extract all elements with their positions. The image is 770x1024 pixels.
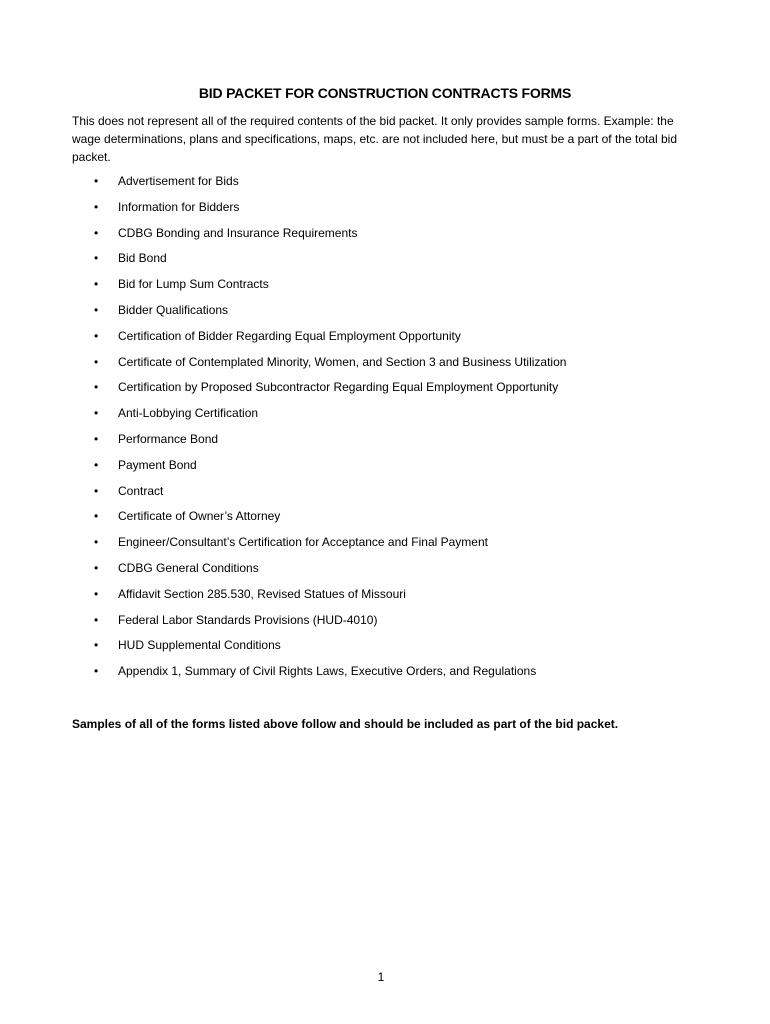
- list-item-text: Bid for Lump Sum Contracts: [118, 277, 269, 292]
- closing-statement: Samples of all of the forms listed above follow and should be included as part of the bid packet.: [72, 717, 619, 731]
- list-item-text: HUD Supplemental Conditions: [118, 638, 281, 653]
- list-item-text: CDBG General Conditions: [118, 560, 259, 575]
- list-item: [0, 430, 770, 456]
- list-item-text: Engineer/Consultant’s Certification for Acceptance and Final Payment: [118, 535, 488, 550]
- bullet-icon: •: [94, 638, 99, 653]
- list-item-text: Appendix 1, Summary of Civil Rights Laws, Executive Orders, and Regulations: [118, 664, 537, 679]
- list-item-text: Certification by Proposed Subcontractor Regarding Equal Employment Opportunity: [118, 380, 559, 395]
- bullet-icon: •: [94, 406, 99, 421]
- bullet-icon: •: [94, 251, 99, 266]
- bullet-icon: •: [94, 328, 99, 343]
- list-item: [0, 198, 770, 224]
- list-item: [0, 533, 770, 559]
- bullet-icon: •: [94, 664, 99, 679]
- list-item: [0, 611, 770, 637]
- list-item-text: Contract: [118, 483, 164, 498]
- bullet-icon: •: [94, 560, 99, 575]
- forms-list: [0, 172, 770, 688]
- bullet-icon: •: [94, 612, 99, 627]
- bullet-icon: •: [94, 509, 99, 524]
- list-item-text: Federal Labor Standards Provisions (HUD-4010): [118, 612, 378, 627]
- list-item: [0, 482, 770, 508]
- bullet-icon: •: [94, 535, 99, 550]
- list-item: [0, 249, 770, 275]
- list-item: [0, 378, 770, 404]
- list-item-text: Information for Bidders: [118, 199, 240, 214]
- bullet-icon: •: [94, 302, 99, 317]
- list-item-text: Bidder Qualifications: [118, 302, 229, 317]
- document-title: BID PACKET FOR CONSTRUCTION CONTRACTS FORMS: [198, 85, 572, 101]
- bullet-icon: •: [94, 277, 99, 292]
- list-item: [0, 456, 770, 482]
- bullet-icon: •: [94, 586, 99, 601]
- list-item-text: Performance Bond: [118, 431, 219, 446]
- list-item: [0, 301, 770, 327]
- list-item: [0, 275, 770, 301]
- list-item: [0, 327, 770, 353]
- list-item: [0, 404, 770, 430]
- list-item: [0, 662, 770, 688]
- list-item: [0, 224, 770, 250]
- list-item-text: CDBG Bonding and Insurance Requirements: [118, 225, 358, 240]
- list-item-text: Bid Bond: [118, 251, 167, 266]
- list-item-text: Certificate of Contemplated Minority, Women, and Section 3 and Business Utilization: [118, 354, 567, 369]
- list-item: [0, 585, 770, 611]
- bullet-icon: •: [94, 354, 99, 369]
- bullet-icon: •: [94, 174, 99, 188]
- bullet-icon: •: [94, 225, 99, 240]
- list-item: [0, 172, 770, 198]
- page-number: 1: [377, 970, 385, 984]
- bullet-icon: •: [94, 431, 99, 446]
- list-item-text: Payment Bond: [118, 457, 197, 472]
- list-item-text: Anti-Lobbying Certification: [118, 406, 259, 421]
- list-item: [0, 636, 770, 662]
- list-item-text: Certification of Bidder Regarding Equal Employment Opportunity: [118, 328, 461, 343]
- list-item: [0, 559, 770, 585]
- intro-paragraph: This does not represent all of the required contents of the bid packet. It only provides sample forms. Example: the wage determinations, plans and specifications, maps, etc. are not included here, but must be a part of the total bid packet.: [72, 114, 678, 164]
- list-item: [0, 353, 770, 379]
- bullet-icon: •: [94, 483, 99, 498]
- list-item-text: Certificate of Owner’s Attorney: [118, 509, 281, 524]
- bullet-icon: •: [94, 380, 99, 395]
- list-item-text: Advertisement for Bids: [118, 174, 239, 188]
- list-item-text: Affidavit Section 285.530, Revised Statues of Missouri: [118, 586, 406, 601]
- list-item: [0, 507, 770, 533]
- bullet-icon: •: [94, 199, 99, 214]
- bullet-icon: •: [94, 457, 99, 472]
